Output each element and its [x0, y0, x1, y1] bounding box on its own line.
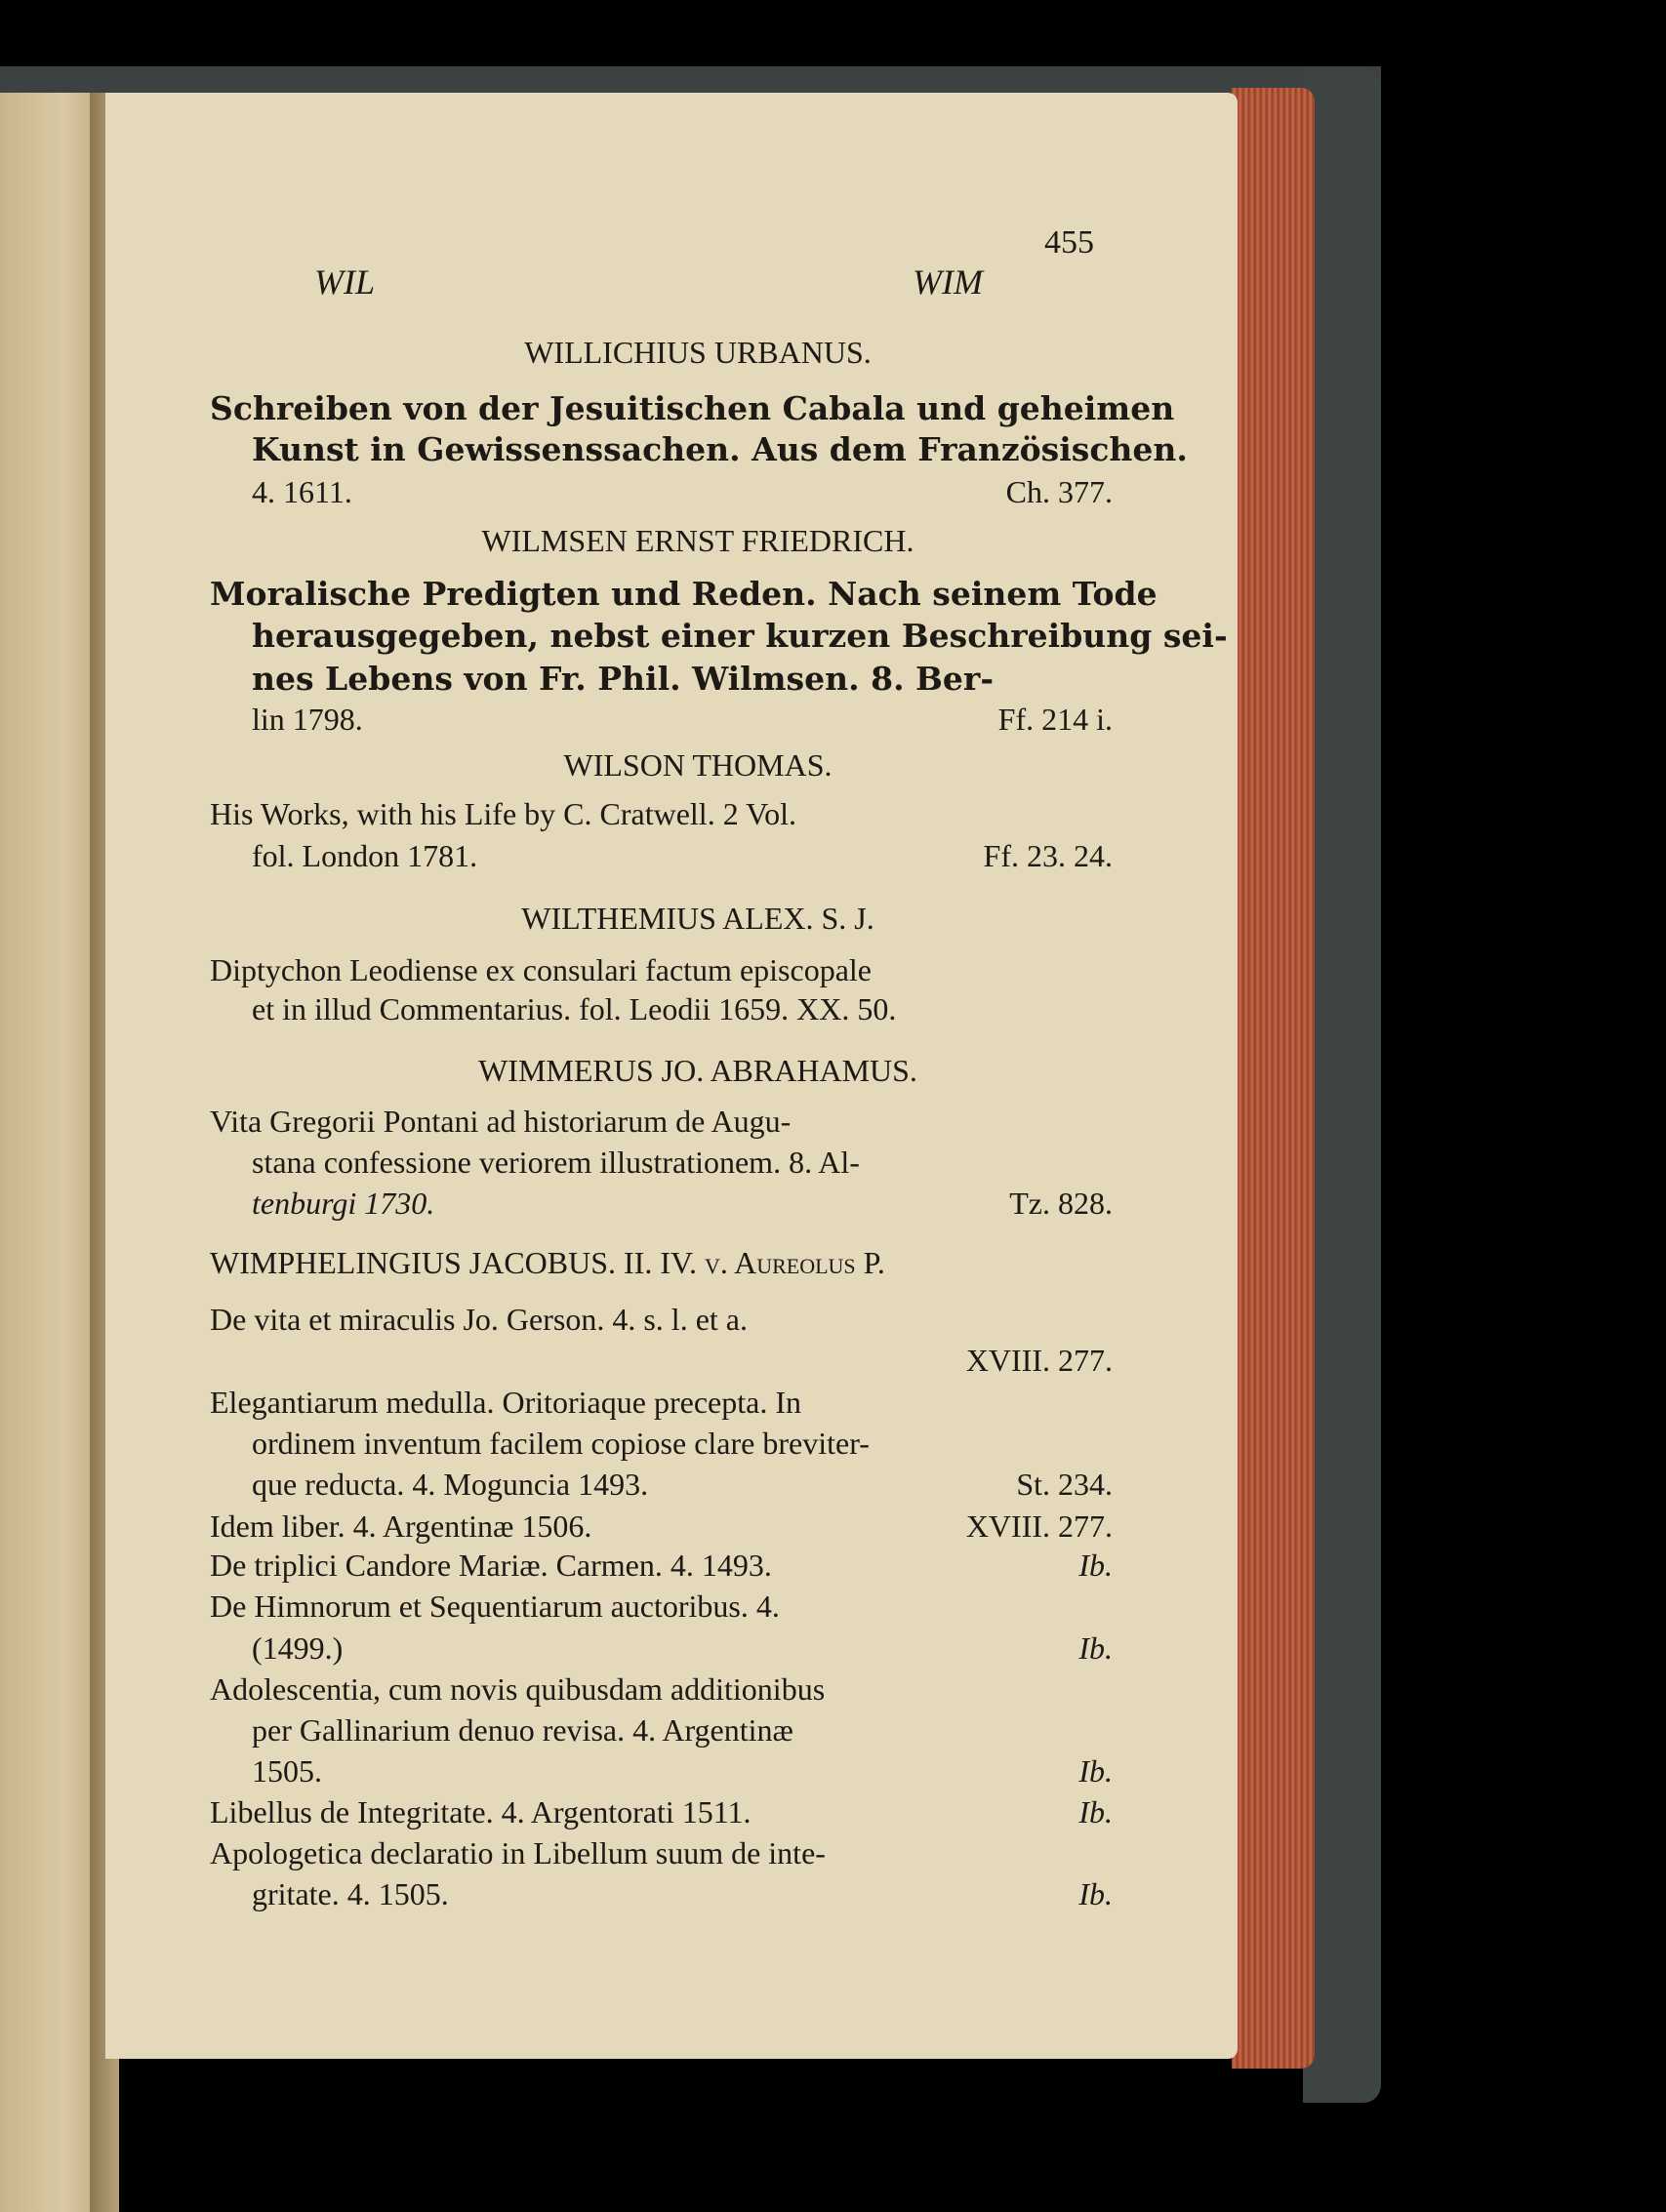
entry-line: tenburgi 1730.: [252, 1186, 435, 1221]
entry-line: Elegantiarum medulla. Oritoriaque precepta. In: [210, 1385, 801, 1420]
entry-line: (1499.): [252, 1630, 344, 1666]
entry-line: 1505.: [252, 1753, 322, 1789]
shelfmark: Ff. 214 i.: [997, 702, 1113, 737]
running-head-right: WIM: [913, 262, 983, 302]
entry-line: lin 1798.: [252, 702, 363, 737]
entry-heading: WILMSEN ERNST FRIEDRICH.: [481, 523, 914, 558]
entry-line: stana confessione veriorem illustrationem. 8. Al-: [252, 1145, 860, 1180]
book-cover: [1303, 68, 1381, 2103]
entry-line: fol. London 1781.: [252, 838, 478, 873]
entry-line: De triplici Candore Mariæ. Carmen. 4. 1493.: [210, 1548, 772, 1583]
entry-line: 4. 1611.: [252, 474, 352, 509]
entry-line: Schreiben von der Jesuitischen Cabala und geheimen: [210, 389, 1175, 427]
shelfmark: Ib.: [1078, 1876, 1113, 1911]
entry-line: Libellus de Integritate. 4. Argentorati 1511.: [210, 1794, 752, 1830]
entry-line: que reducta. 4. Moguncia 1493.: [252, 1467, 649, 1502]
entry-line: De vita et miraculis Jo. Gerson. 4. s. l. et a.: [210, 1302, 748, 1337]
shelfmark: Ff. 23. 24.: [983, 838, 1113, 873]
entry-line: et in illud Commentarius. fol. Leodii 1659. XX. 50.: [252, 991, 897, 1026]
shelfmark: Tz. 828.: [1009, 1186, 1113, 1221]
shelfmark: XVIII. 277.: [965, 1343, 1113, 1378]
entry-line: Vita Gregorii Pontani ad historiarum de Augu-: [210, 1104, 792, 1139]
entry-line: per Gallinarium denuo revisa. 4. Argentinæ: [252, 1712, 793, 1748]
entry-heading: WILLICHIUS URBANUS.: [524, 335, 872, 370]
shelfmark: Ib.: [1078, 1753, 1113, 1789]
page-fore-edge: [1232, 88, 1315, 2069]
entry-line: Apologetica declaratio in Libellum suum de inte-: [210, 1835, 826, 1870]
entry-line: Kunst in Gewissenssachen. Aus dem Französischen.: [252, 430, 1188, 468]
entry-line: His Works, with his Life by C. Cratwell. 2 Vol.: [210, 796, 796, 831]
entry-line: Moralische Predigten und Reden. Nach seinem Tode: [210, 575, 1158, 613]
entry-line: Idem liber. 4. Argentinæ 1506.: [210, 1508, 592, 1544]
shelfmark: XVIII. 277.: [965, 1508, 1113, 1544]
entry-heading: WIMPHELINGIUS JACOBUS. II. IV. v. Aureolus P.: [210, 1245, 885, 1280]
shelfmark: Ch. 377.: [1005, 474, 1113, 509]
entry-heading: WIMMERUS JO. ABRAHAMUS.: [478, 1053, 917, 1088]
page-number: 455: [1044, 224, 1094, 261]
entry-heading: WILTHEMIUS ALEX. S. J.: [521, 901, 874, 936]
shelfmark: Ib.: [1078, 1548, 1113, 1583]
entry-line: herausgegeben, nebst einer kurzen Beschreibung sei-: [252, 617, 1228, 655]
entry-line: Adolescentia, cum novis quibusdam additionibus: [210, 1671, 826, 1707]
entry-line: De Himnorum et Sequentiarum auctoribus. 4.: [210, 1589, 780, 1624]
entry-line: Diptychon Leodiense ex consulari factum episcopale: [210, 952, 872, 987]
entry-line: gritate. 4. 1505.: [252, 1876, 449, 1911]
entry-heading: WILSON THOMAS.: [563, 747, 833, 783]
shelfmark: Ib.: [1078, 1630, 1113, 1666]
entry-line: nes Lebens von Fr. Phil. Wilmsen. 8. Ber-: [252, 660, 995, 698]
entry-line: ordinem inventum facilem copiose clare breviter-: [252, 1426, 870, 1461]
shelfmark: St. 234.: [1016, 1467, 1113, 1502]
shelfmark: Ib.: [1078, 1794, 1113, 1830]
running-head-left: WIL: [314, 262, 375, 302]
